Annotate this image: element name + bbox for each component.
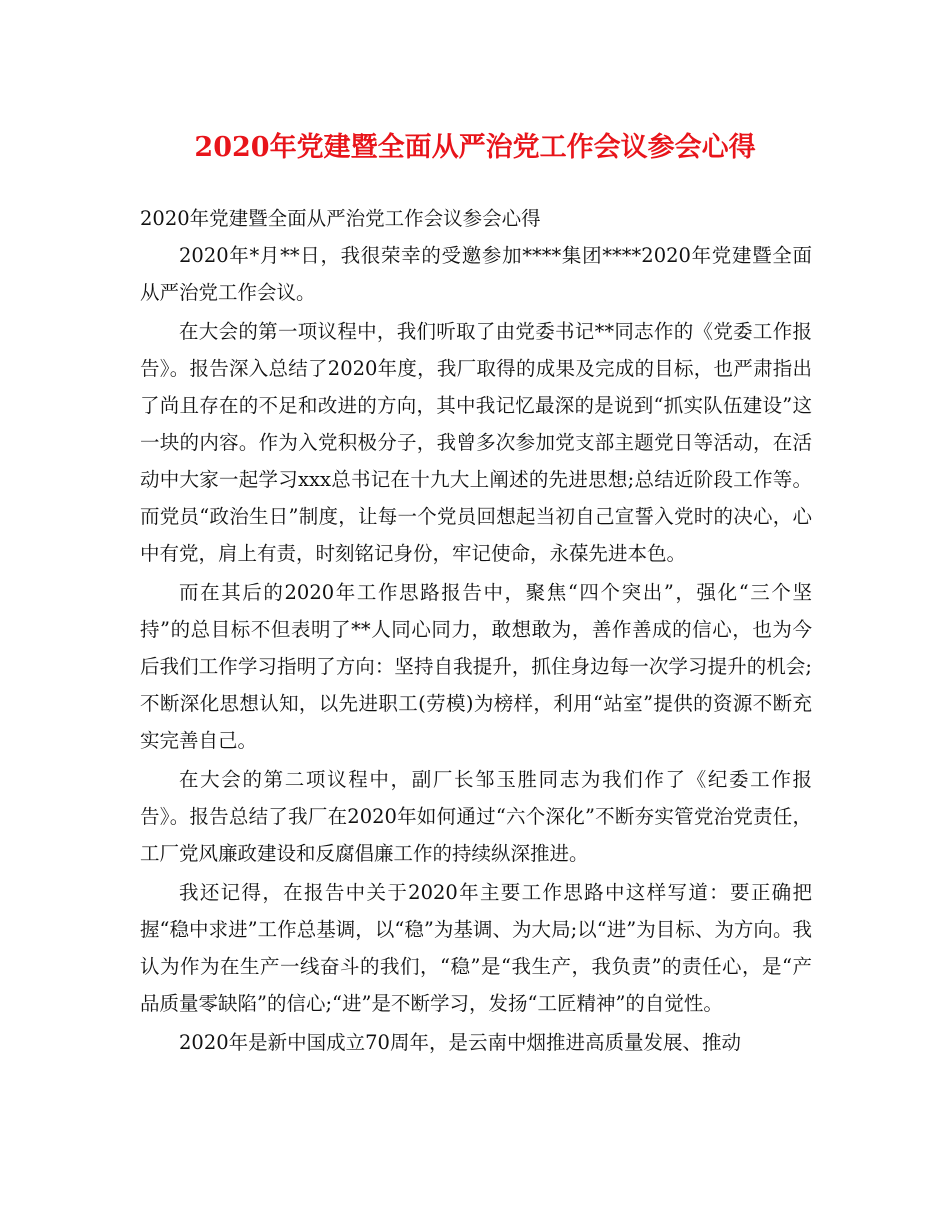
paragraph-4: 在大会的第二项议程中，副厂长邹玉胜同志为我们作了《纪委工作报告》。报告总结了我厂在2020年如何通过“六个深化”不断夯实管党治党责任，工厂党风廉政建设和反腐倡廉工作的持续纵深推进。 <box>140 768 812 865</box>
document-title: 2020年党建暨全面从严治党工作会议参会心得 <box>194 132 756 163</box>
paragraph-6: 2020年是新中国成立70周年，是云南中烟推进高质量发展、推动 <box>179 1031 741 1054</box>
paragraph-3: 而在其后的2020年工作思路报告中，聚焦“四个突出”，强化“三个坚持”的总目标不但表明了**人同心同力，敢想敢为，善作善成的信心，也为今后我们工作学习指明了方向：坚持自我提升，抓住身边每一次学习提升的机会;不断深化思想认知，以先进职工(劳模)为榜样，利用“站室”提供的资源不断充实完善自己。 <box>140 581 812 752</box>
document-body <box>140 200 812 1061</box>
document-subtitle: 2020年党建暨全面从严治党工作会议参会心得 <box>140 207 541 230</box>
paragraph-2: 在大会的第一项议程中，我们听取了由党委书记**同志作的《党委工作报告》。报告深入总结了2020年度，我厂取得的成果及完成的目标，也严肃指出了尚且存在的不足和改进的方向，其中我记忆最深的是说到“抓实队伍建设”这一块的内容。作为入党积极分子，我曾多次参加党支部主题党日等活动，在活动中大家一起学习xxx总书记在十九大上阐述的先进思想;总结近阶段工作等。而党员“政治生日”制度，让每一个党员回想起当初自己宣誓入党时的决心，心中有党，肩上有责，时刻铭记身份，牢记使命，永葆先进本色。 <box>140 320 812 565</box>
paragraph-1: 2020年*月**日，我很荣幸的受邀参加****集团****2020年党建暨全面从严治党工作会议。 <box>140 244 812 304</box>
paragraph-5: 我还记得，在报告中关于2020年主要工作思路中这样写道：要正确把握“稳中求进”工作总基调，以“稳”为基调、为大局;以“进”为目标、为方向。我认为作为在生产一线奋斗的我们，“稳”是“我生产，我负责”的责任心，是“产品质量零缺陷”的信心;“进”是不断学习，发扬“工匠精神”的自觉性。 <box>140 881 812 1015</box>
